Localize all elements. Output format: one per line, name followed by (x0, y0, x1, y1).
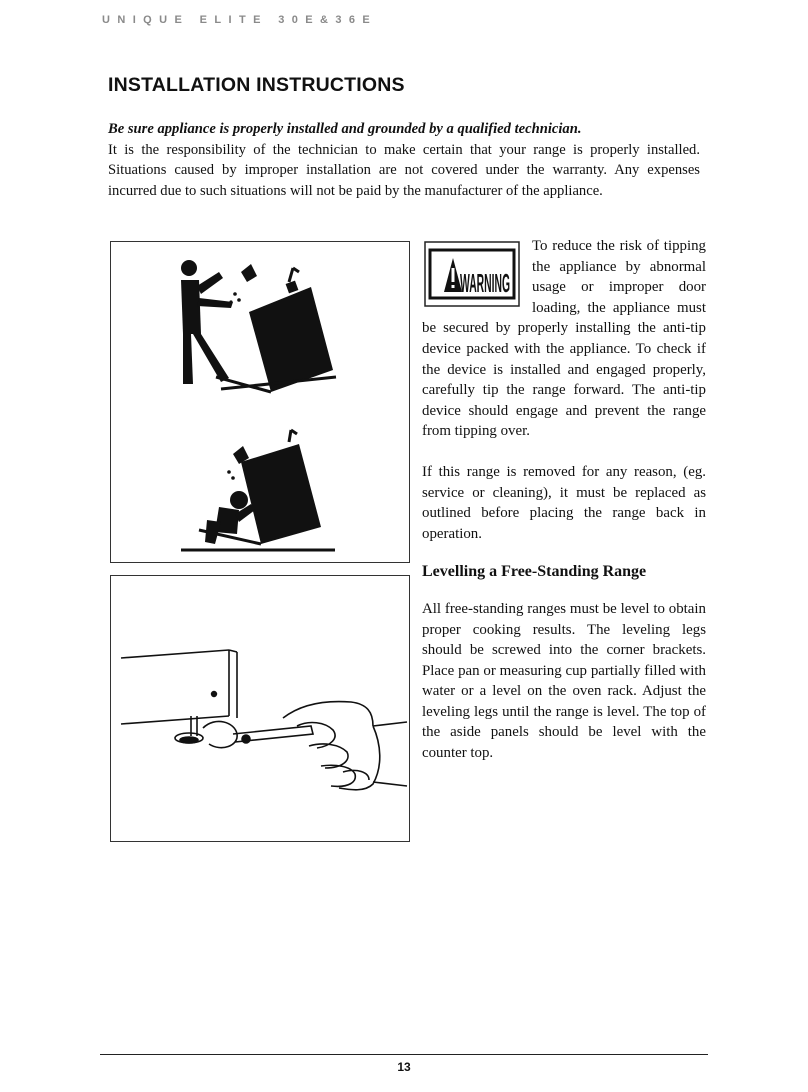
intro-section (108, 119, 700, 201)
warning-sign (424, 241, 520, 307)
warning-sign-text: WARNING (460, 268, 510, 298)
footer-divider (100, 1054, 708, 1055)
leveling-heading: Levelling a Free-Standing Range (422, 563, 647, 581)
leveling-leg-illustration (110, 575, 410, 842)
header-model-name: UNIQUE ELITE 30E&36E (102, 14, 378, 26)
adult-tipping-range-figure (181, 260, 336, 392)
range-corner-drawing (121, 650, 237, 743)
page-number: 13 (397, 1060, 411, 1074)
intro-lead: Be sure appliance is properly installed and grounded by a qualified technician. (108, 121, 582, 137)
wrench-and-hand-drawing (203, 702, 407, 790)
tip-hazard-illustration (110, 241, 410, 563)
removal-paragraph: If this range is removed for any reason, (eg. service or cleaning), it must be replaced as outlined before placing the range back in operation. (422, 463, 706, 542)
child-tipping-range-figure (181, 430, 335, 550)
intro-body: It is the responsibility of the technician to make certain that your range is properly installed. Situations caused by improper installation are not covered under the warranty. Any expenses incurred due to such situations will not be paid by the manufacturer of the appliance. (108, 141, 700, 199)
page-title: INSTALLATION INSTRUCTIONS (108, 74, 405, 96)
instructions-column (422, 236, 706, 764)
leveling-paragraph: All free-standing ranges must be level to obtain proper cooking results. The leveling legs should be screwed into the corner brackets. Place pan or measuring cup partially filled with water or a level on the oven rack. Adjust the leveling legs until the range is level. The top of the aside panels should be level with the counter top. (422, 600, 706, 762)
anti-tip-paragraph: To reduce the risk of tipping the appliance by abnormal usage or improper door loading, the appliance must be secured by properly installing the anti-tip device packed with the appliance. To check if the device is installed and engaged properly, carefully tip the range forward. The anti-tip device should engage and prevent the range from tipping over. (422, 238, 706, 440)
